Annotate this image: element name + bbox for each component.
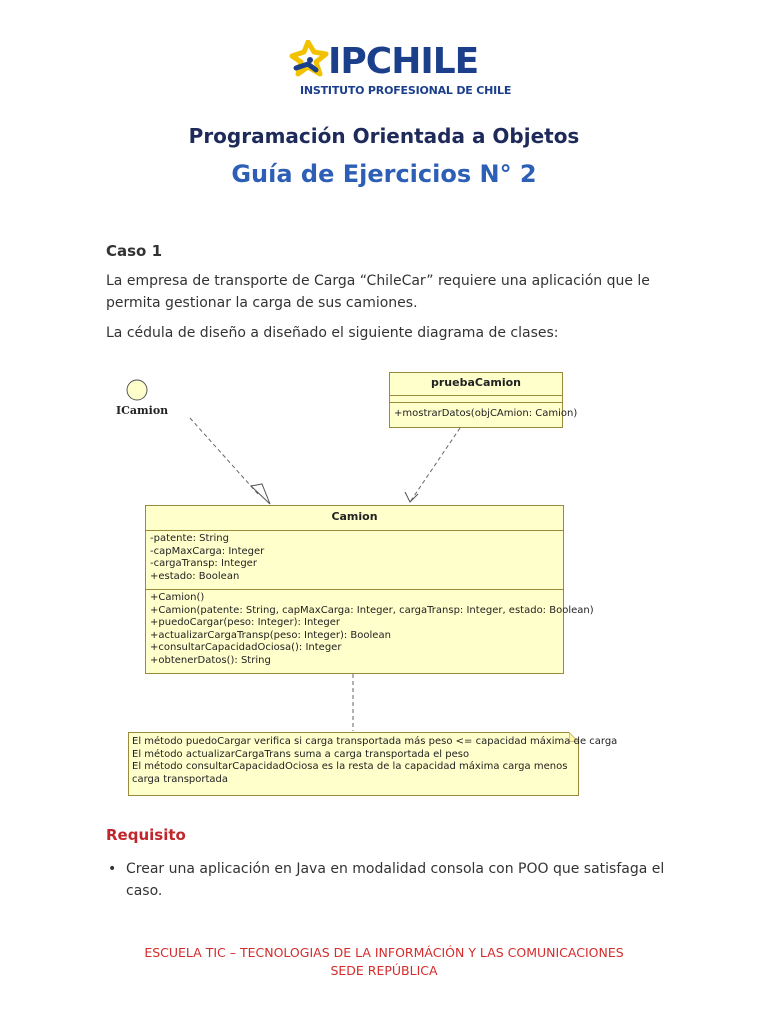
class-method: +mostrarDatos(objCAmion: Camion) [394, 408, 578, 419]
class-operation: +Camion(patente: String, capMaxCarga: Integer, cargaTransp: Integer, estado: Boolean) [150, 604, 594, 616]
logo-subtitle: INSTITUTO PROFESIONAL DE CHILE [300, 84, 512, 97]
class-divider [390, 395, 562, 396]
note-line: El método puedoCargar verifica si carga transportada más peso <= capacidad máxima de carga [132, 736, 618, 747]
bullet-icon: • [108, 861, 117, 877]
class-attribute: -patente: String [150, 533, 229, 544]
class-operation: +obtenerDatos(): String [150, 654, 271, 666]
class-prueba-camion [389, 372, 578, 428]
class-attribute: +estado: Boolean [150, 570, 240, 582]
class-name: Camion [331, 510, 378, 523]
uml-note [128, 732, 618, 796]
class-operation: +puedoCargar(peso: Integer): Integer [150, 617, 340, 628]
course-title: Programación Orientada a Objetos [188, 124, 580, 148]
note-line: El método consultarCapacidadOciosa es la resta de la capacidad máxima carga menos [132, 761, 568, 772]
class-attributes [150, 533, 264, 583]
case-paragraph-2: La cédula de diseño a diseñado el siguiente diagrama de clases: [106, 325, 559, 341]
class-attribute: -cargaTransp: Integer [150, 558, 257, 569]
class-divider [146, 589, 563, 590]
class-camion [145, 505, 594, 674]
class-attribute: -capMaxCarga: Integer [150, 545, 265, 557]
case-paragraph-1: La empresa de transporte de Carga “ChileCar” requiere una aplicación que le permita gestionar la carga de sus camiones. [106, 273, 650, 311]
dependency-line [410, 428, 460, 502]
realization-line [190, 418, 258, 494]
note-line: carga transportada [132, 773, 229, 785]
logo-wordmark: IPCHILE [328, 41, 479, 82]
class-operation: +actualizarCargaTransp(peso: Integer): Boolean [150, 629, 391, 641]
class-operation: +consultarCapacidadOciosa(): Integer [150, 642, 342, 653]
class-divider [146, 530, 563, 531]
case-heading: Caso 1 [106, 242, 163, 260]
class-operation: +Camion() [150, 592, 205, 603]
class-operations [150, 592, 594, 667]
requirement-item [108, 858, 666, 902]
class-divider [390, 402, 562, 403]
class-name: pruebaCamion [430, 376, 521, 389]
guide-title: Guía de Ejercicios N° 2 [231, 160, 537, 188]
realization-arrowhead [251, 484, 270, 504]
requirement-text: Crear una aplicación en Java en modalidad consola con POO que satisfaga el caso. [126, 861, 665, 899]
requirement-heading: Requisito [106, 826, 186, 844]
interface-label: ICamion [116, 404, 169, 417]
footer-line-2: SEDE REPÚBLICA [330, 963, 438, 978]
note-line: El método actualizarCargaTrans suma a carga transportada el peso [132, 748, 470, 760]
interface-lollipop-icon [127, 380, 147, 400]
footer-line-1: ESCUELA TIC – TECNOLOGIAS DE LA INFORMÁCIÓN Y LAS COMUNICACIONES [144, 945, 624, 960]
